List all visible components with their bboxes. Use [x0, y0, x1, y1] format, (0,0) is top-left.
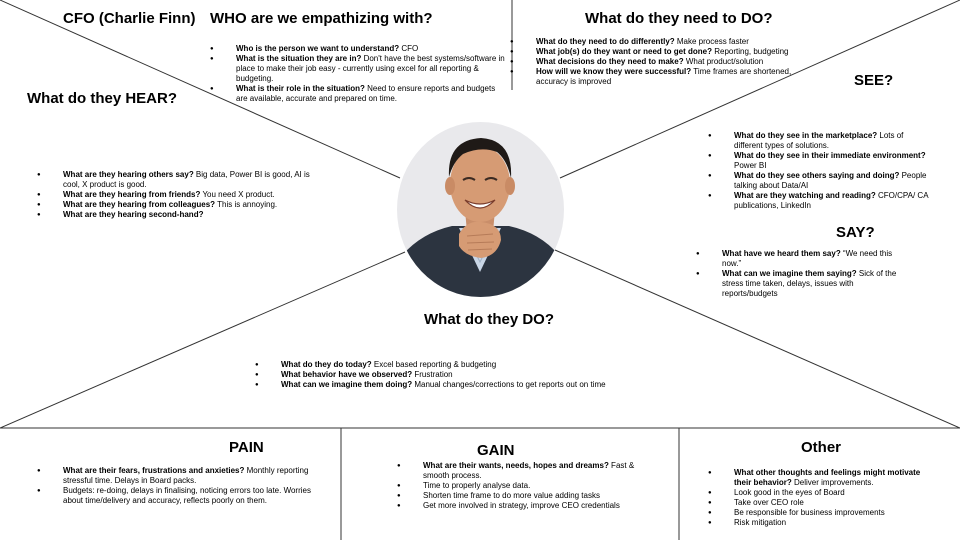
persona-portrait [397, 122, 564, 297]
hear-heading: What do they HEAR? [27, 90, 177, 107]
list-item: ● Who is the person we want to understand? CFO [236, 44, 508, 54]
need-heading: What do they need to DO? [585, 10, 773, 27]
list-item: ● What are they hearing from friends? You need X product. [63, 190, 318, 200]
list-item: ● Be responsible for business improvements [734, 508, 924, 518]
other-list [734, 468, 924, 528]
gain-heading: GAIN [477, 442, 515, 459]
pain-heading: PAIN [229, 439, 264, 456]
list-item: ● What are they hearing from colleagues? This is annoying. [63, 200, 318, 210]
list-item: ● What do they see others saying and doing? People talking about Data/AI [734, 171, 929, 191]
list-item: ● What job(s) do they want or need to get done? Reporting, budgeting [536, 47, 798, 57]
hear-list [63, 170, 318, 220]
list-item: ● What have we heard them say? “We need this now.” [722, 249, 907, 269]
do-list [281, 360, 661, 390]
list-item: ● What do they need to do differently? Make process faster [536, 37, 798, 47]
persona-title: CFO (Charlie Finn) [63, 10, 196, 27]
gain-list [423, 461, 655, 511]
see-list [734, 131, 929, 211]
list-item: ● What are their wants, needs, hopes and dreams? Fast & smooth process. [423, 461, 655, 481]
list-item: ● What decisions do they need to make? What product/solution [536, 57, 798, 67]
say-heading: SAY? [836, 224, 875, 241]
see-heading: SEE? [854, 72, 894, 89]
list-item: ● What are they hearing others say? Big data, Power BI is good, AI is cool, X product is good. [63, 170, 318, 190]
list-item: ● What do they see in the marketplace? Lots of different types of solutions. [734, 131, 929, 151]
list-item: ● Risk mitigation [734, 518, 924, 528]
list-item: ● What are they hearing second-hand? [63, 210, 318, 220]
list-item: ● Look good in the eyes of Board [734, 488, 924, 498]
list-item: ● What are they watching and reading? CFO/CPA/ CA publications, LinkedIn [734, 191, 929, 211]
need-list [536, 37, 798, 87]
diagonal-bottom-left [0, 252, 405, 428]
list-item: ● What is their role in the situation? Need to ensure reports and budgets are available, accurate and prepared on time. [236, 84, 508, 104]
list-item: ● What are their fears, frustrations and anxieties? Monthly reporting stressful time. Delays in Board packs. [63, 466, 333, 486]
list-item: ● What is the situation they are in? Don't have the best systems/software in place to make their job easy - currently using excel for all reporting & budgeting. [236, 54, 508, 84]
list-item: ● Take over CEO role [734, 498, 924, 508]
list-item: ● What can we imagine them saying? Sick of the stress time taken, delays, issues with reports/budgets [722, 269, 907, 299]
list-item: ● Shorten time frame to do more value adding tasks [423, 491, 655, 501]
list-item: ● Budgets: re-doing, delays in finalising, noticing errors too late. Worries about time/delivery and accuracy, reflects poorly on them. [63, 486, 333, 506]
who-heading: WHO are we empathizing with? [210, 10, 433, 27]
do-heading: What do they DO? [424, 311, 554, 328]
list-item: ● Get more involved in strategy, improve CEO credentials [423, 501, 655, 511]
list-item: ● What do they do today? Excel based reporting & budgeting [281, 360, 661, 370]
list-item: ● What behavior have we observed? Frustration [281, 370, 661, 380]
list-item: ● What do they see in their immediate environment? Power BI [734, 151, 929, 171]
pain-list [63, 466, 333, 506]
list-item: ● Time to properly analyse data. [423, 481, 655, 491]
list-item: ● How will we know they were successful? Time frames are shortened, accuracy is improved [536, 67, 798, 87]
portrait-image [397, 122, 564, 297]
who-list [236, 44, 508, 104]
other-heading: Other [801, 439, 842, 456]
list-item: ● What other thoughts and feelings might motivate their behavior? Deliver improvements. [734, 468, 924, 488]
say-list [722, 249, 907, 299]
list-item: ● What can we imagine them doing? Manual changes/corrections to get reports out on time [281, 380, 661, 390]
